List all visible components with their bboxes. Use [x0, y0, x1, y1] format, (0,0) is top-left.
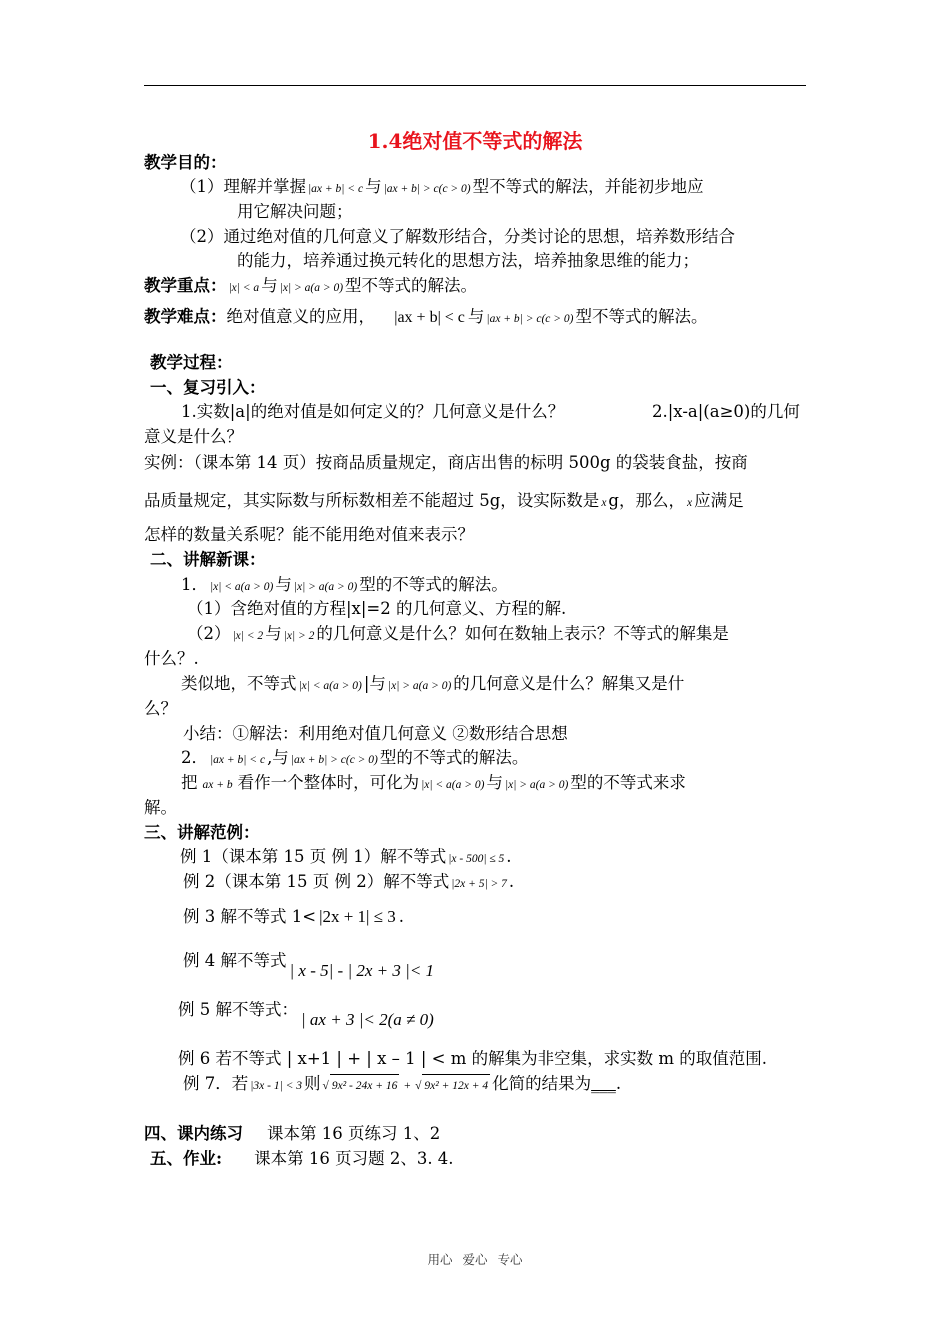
section-5: 五、作业: 课本第 16 页习题 2、3. 4.	[150, 1149, 454, 1168]
objective-1-line-1: （1）理解并掌握 |ax + b| < c 与 |ax + b| > c(c > 0) 型不等式的解法，并能初步地应	[180, 177, 704, 196]
example-4: 例 4 解不等式| x - 5| - | 2x + 3 |< 1	[183, 951, 435, 980]
section-4: 四、课内练习 课本第 16 页练习 1、2	[144, 1124, 441, 1143]
review-question-2-cont: 意义是什么？	[144, 427, 243, 446]
example-2: 例 2（课本第 15 页 例 2）解不等式 |2x + 5| > 7 .	[183, 872, 515, 891]
review-question-2: 2.|x-a|(a≥0)的几何	[652, 402, 800, 421]
objective-2-line-2: 的能力，培养通过换元转化的思想方法，培养抽象思维的能力；	[237, 251, 699, 270]
sqrt-expression-2: 9x² + 12x + 4	[422, 1074, 490, 1097]
example-intro-line-3: 怎样的数量关系呢？能不能用绝对值来表示？	[144, 525, 474, 544]
page-footer: 用心 爱心 专心	[427, 1252, 523, 1267]
section-2-heading: 二、讲解新课：	[150, 550, 266, 569]
example-6: 例 6 若不等式 | x+1 | + | x – 1 | < m 的解集为非空集，求实数 m 的取值范围.	[178, 1049, 768, 1068]
example-intro-line-2: 品质量规定，其实际数与所标数相差不能超过 5g，设实际数是 x g，那么， x 应满足	[144, 491, 744, 510]
section-1-heading: 一、复习引入：	[150, 378, 266, 397]
new-lesson-2: 2． |ax + b| < c ,与 |ax + b| > c(c > 0) 型的不等式的解法。	[181, 748, 529, 767]
difficulties: 教学难点：绝对值意义的应用， |ax + b| < c 与 |ax + b| > c(c > 0) 型不等式的解法。	[144, 307, 708, 326]
key-points: 教学重点： |x| < a 与 |x| > a(a > 0) 型不等式的解法。	[144, 276, 478, 295]
example-3: 例 3 解不等式 1< |2x + 1| ≤ 3 .	[183, 907, 405, 926]
objective-1-line-2: 用它解决问题；	[237, 202, 353, 221]
header-rule	[144, 85, 806, 86]
sqrt-expression-1: 9x² - 24x + 16	[330, 1074, 400, 1097]
new-lesson-1-item-2-cont: 什么？.	[144, 649, 199, 668]
objectives-heading: 教学目的：	[144, 153, 227, 172]
new-lesson-2-method: 把 ax + b 看作一个整体时，可化为 |x| < a(a > 0) 与 |x| > a(a > 0) 型的不等式来求	[181, 773, 686, 792]
new-lesson-analogy: 类似地，不等式 |x| < a(a > 0) |与 |x| > a(a > 0) 的几何意义是什么？解集又是什	[181, 674, 685, 693]
new-lesson-1-item-1: （1）含绝对值的方程|x|=2 的几何意义、方程的解.	[187, 599, 567, 618]
review-question-1: 1.实数|a|的绝对值是如何定义的？几何意义是什么？	[181, 402, 565, 421]
new-lesson-1: 1． |x| < a(a > 0) 与 |x| > a(a > 0) 型的不等式的解法。	[181, 575, 508, 594]
process-heading: 教学过程：	[150, 353, 233, 372]
new-lesson-summary: 小结：①解法：利用绝对值几何意义 ②数形结合思想	[183, 724, 568, 743]
document-title: 1.4绝对值不等式的解法	[367, 129, 583, 153]
example-5: 例 5 解不等式：| ax + 3 |< 2(a ≠ 0)	[178, 1000, 434, 1029]
example-7: 例 7．若 |3x - 1| < 3 则 √ 9x² - 24x + 16 + √ 9x² + 12x + 4 化简的结果为___.	[183, 1073, 621, 1097]
new-lesson-analogy-cont: 么？	[144, 699, 177, 718]
section-3-heading: 三、讲解范例：	[144, 823, 260, 842]
new-lesson-1-item-2: （2） |x| < 2 与 |x| > 2 的几何意义是什么？如何在数轴上表示？不等式的解集是	[187, 624, 729, 643]
example-intro-line-1: 实例：（课本第 14 页）按商品质量规定，商店出售的标明 500g 的袋装食盐，按商	[144, 453, 748, 472]
objective-2-line-1: （2）通过绝对值的几何意义了解数形结合，分类讨论的思想，培养数形结合	[180, 227, 735, 246]
example-1: 例 1（课本第 15 页 例 1）解不等式 |x - 500| ≤ 5 .	[180, 847, 512, 866]
new-lesson-2-method-cont: 解。	[144, 798, 177, 817]
